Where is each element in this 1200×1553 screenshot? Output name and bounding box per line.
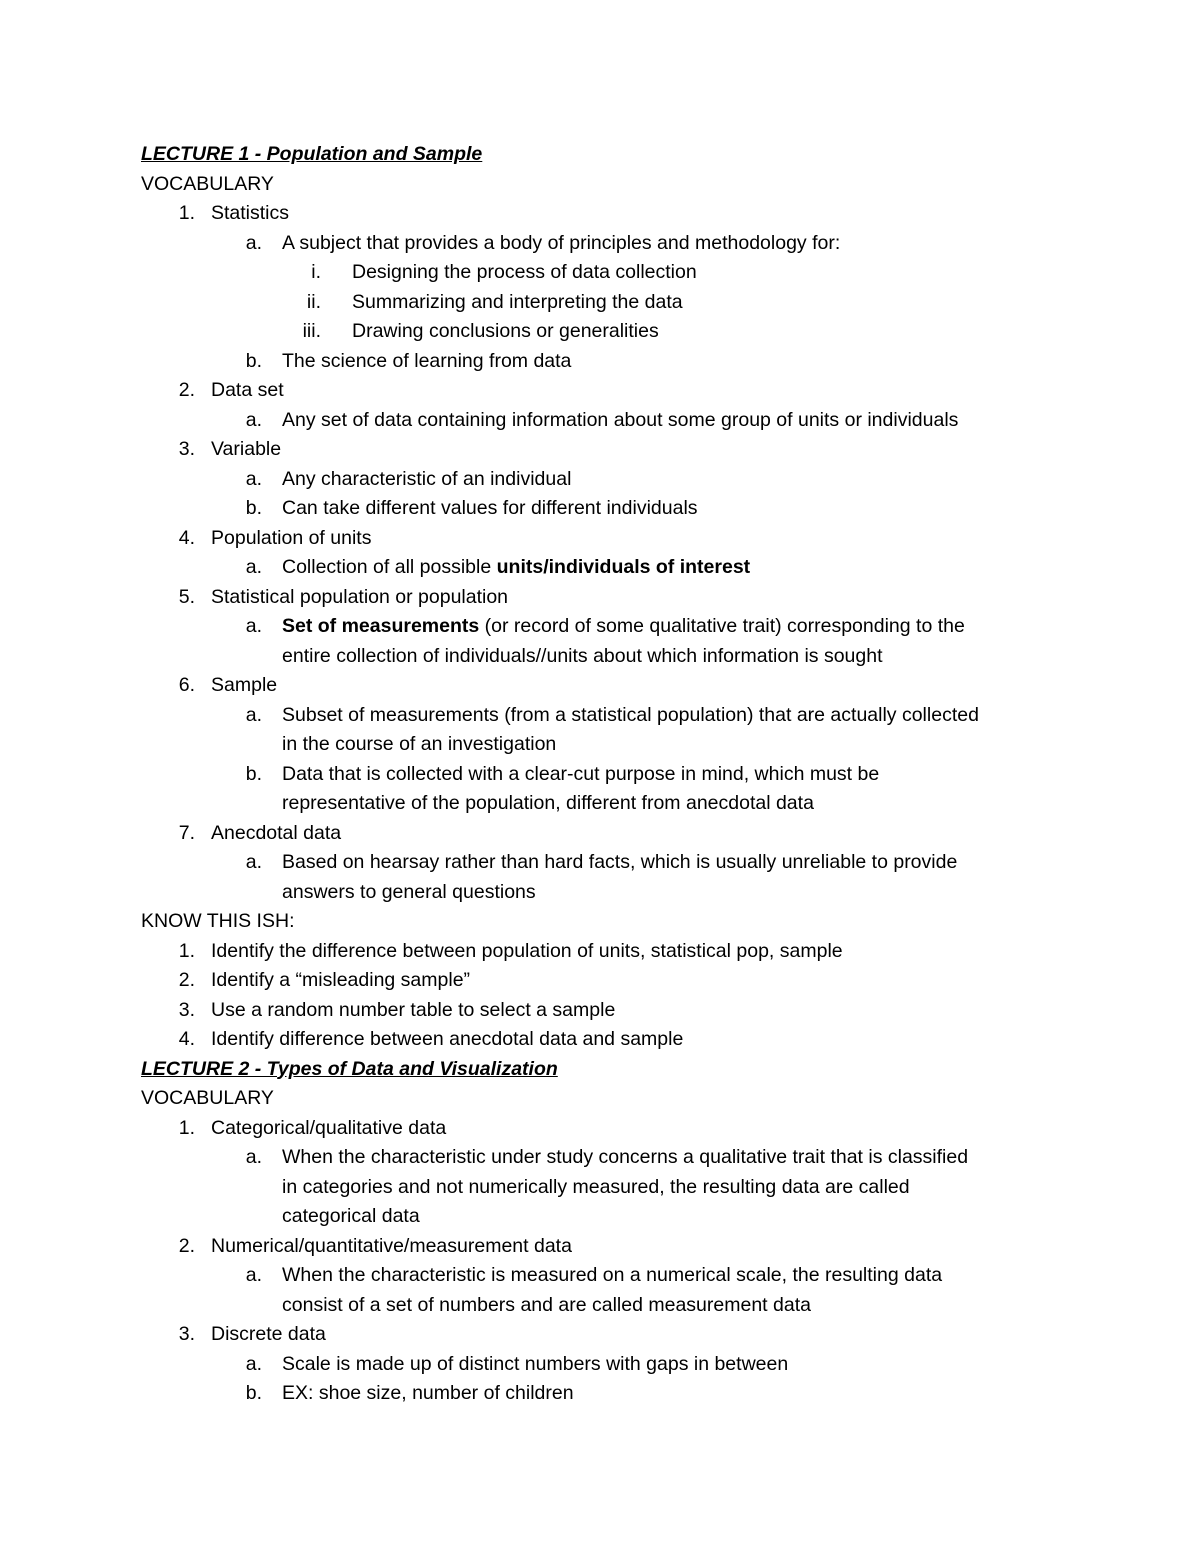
- know-this-label: KNOW THIS ISH:: [141, 910, 295, 932]
- list-item: 2. Numerical/quantitative/measurement data: [178, 1234, 572, 1257]
- list-item: a. When the characteristic under study concerns a qualitative trait that is classified: [245, 1146, 969, 1168]
- list-item: b. The science of learning from data: [245, 349, 572, 372]
- list-item-continuation: in categories and not numerically measured, the resulting data are called: [282, 1175, 910, 1198]
- list-item: a. When the characteristic is measured on a numerical scale, the resulting data: [245, 1264, 943, 1286]
- list-item: 4. Population of units: [178, 526, 372, 549]
- list-item-continuation: categorical data: [282, 1205, 420, 1227]
- list-item: a. Set of measurements (or record of some qualitative trait) corresponding to the: [245, 615, 965, 637]
- bold-term: Set of measurements: [282, 615, 480, 637]
- list-item: 3. Discrete data: [178, 1323, 326, 1345]
- lecture1-title: LECTURE 1 - Population and Sample: [141, 143, 483, 165]
- list-item: b. Data that is collected with a clear-cut purpose in mind, which must be: [245, 762, 880, 785]
- list-item-continuation: in the course of an investigation: [282, 733, 557, 755]
- list-item: a. Based on hearsay rather than hard facts, which is usually unreliable to provide: [245, 851, 958, 873]
- list-item: 6. Sample: [178, 674, 278, 696]
- list-item-continuation: consist of a set of numbers and are called measurement data: [282, 1293, 811, 1316]
- list-item: b. Can take different values for different individuals: [245, 497, 698, 519]
- list-item: i. Designing the process of data collection: [311, 261, 697, 283]
- list-item: 1. Identify the difference between population of units, statistical pop, sample: [178, 939, 843, 962]
- document-page: [141, 140, 1076, 1409]
- lecture1-vocabulary-label: VOCABULARY: [141, 172, 274, 195]
- list-item: 2. Identify a “misleading sample”: [178, 969, 471, 991]
- list-item: a. Any characteristic of an individual: [245, 467, 572, 490]
- list-item: 4. Identify difference between anecdotal data and sample: [178, 1028, 684, 1050]
- list-item: 2. Data set: [178, 379, 284, 401]
- list-item: 3. Use a random number table to select a sample: [178, 998, 616, 1021]
- list-item: 7. Anecdotal data: [178, 821, 342, 844]
- list-item: a. Collection of all possible units/individuals of interest: [245, 556, 751, 578]
- list-item: 1. Categorical/qualitative data: [178, 1116, 447, 1139]
- list-item: 1. Statistics: [178, 202, 290, 224]
- list-item: ii. Summarizing and interpreting the data: [306, 290, 683, 313]
- list-item-continuation: representative of the population, different from anecdotal data: [282, 792, 814, 814]
- lecture2-title: LECTURE 2 - Types of Data and Visualization: [141, 1057, 558, 1080]
- list-item-continuation: entire collection of individuals//units about which information is sought: [282, 644, 883, 667]
- list-item: iii. Drawing conclusions or generalities: [302, 320, 659, 342]
- list-item: b. EX: shoe size, number of children: [245, 1382, 574, 1404]
- list-item: a. Subset of measurements (from a statistical population) that are actually collected: [245, 703, 979, 726]
- list-item: a. Scale is made up of distinct numbers with gaps in between: [245, 1352, 789, 1375]
- list-item-continuation: answers to general questions: [282, 880, 536, 903]
- list-item: a. A subject that provides a body of principles and methodology for:: [245, 231, 841, 254]
- lecture2-vocabulary-label: VOCABULARY: [141, 1087, 274, 1109]
- list-item: a. Any set of data containing information about some group of units or individuals: [245, 408, 959, 431]
- bold-term: units/individuals of interest: [496, 556, 751, 578]
- list-item: 5. Statistical population or population: [178, 585, 509, 608]
- list-item: 3. Variable: [178, 438, 282, 460]
